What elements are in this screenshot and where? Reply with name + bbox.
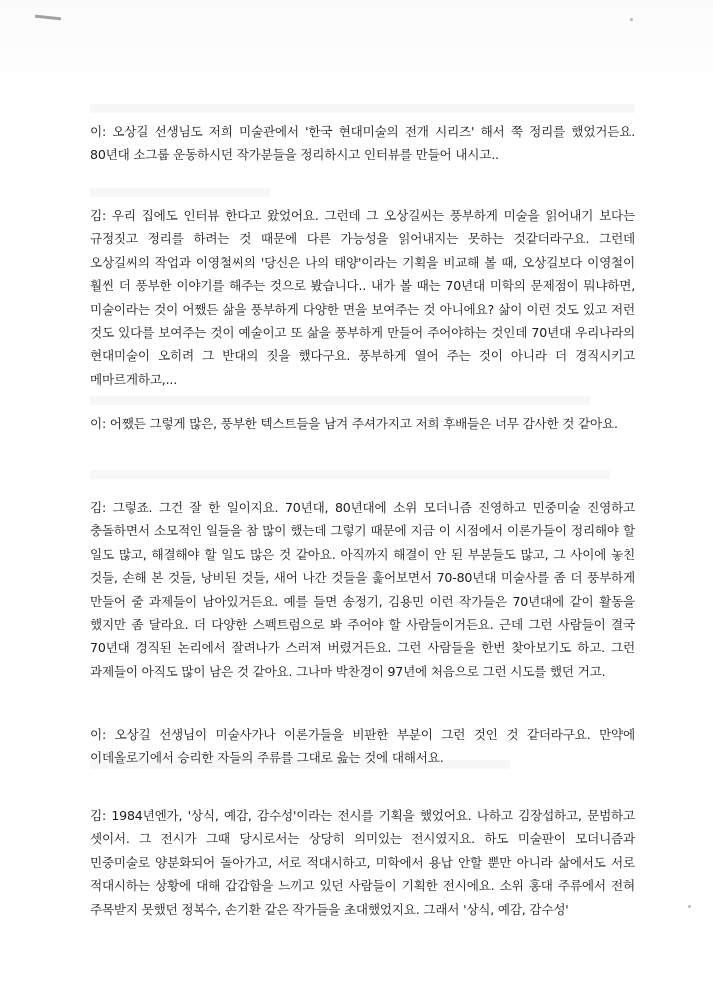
- scan-speck: [688, 905, 691, 908]
- transcript-paragraph-3: 이: 어쨌든 그렇게 많은, 풍부한 텍스트들을 남겨 주셔가지고 저희 후배들은 너무 감사한 것 같아요.: [90, 416, 618, 431]
- scan-mark: [35, 15, 61, 21]
- scan-speck: [630, 18, 633, 21]
- transcript-paragraph-6: 김: 1984년엔가, '상식, 예감, 감수성'이라는 전시를 기획을 했었어요. 나하고 김장섭하고, 문범하고 셋이서. 그 전시가 그때 당시로서는 상당히 의미있는 전시였지요. 하도 미술판이 모더니즘과 민중미술로 양분화되어 돌아가고, 서로 적대시하고, 미학에서 용납 안할 뿐만 아니라 삶에서도 서로 적대시하는 상황에 대해 갑갑함을 느끼고 있던 사람들이 기획한 전시에요. 소위 홍대 주류에서 전혀 주목받지 못했던 정복수, 손기환 같은 작가들을 초대했었지요. 그래서 '상식, 예감, 감수성': [90, 808, 635, 917]
- transcript-paragraph-4: 김: 그렇죠. 그건 잘 한 일이지요. 70년대, 80년대에 소위 모더니즘 진영하고 민중미술 진영하고 충돌하면서 소모적인 일들을 참 많이 했는데 그렇기 때문에 지금 이 시점에서 이론가들이 정리해야 할 일도 많고, 해결해야 할 일도 많은 것 같아요. 아직까지 해결이 안 된 부분들도 많고, 그 사이에 놓친 것들, 손해 본 것들, 낭비된 것들, 새어 나간 것들을 훑어보면서 70-80년대 미술사를 좀 더 풍부하게 만들어 줄 과제들이 남아있거든요. 예를 들면 송정기, 김용민 이런 작가들은 70년대에 같이 활동을 했지만 좀 달라요. 더 다양한 스펙트럼으로 봐 주어야 할 사람들이거든요. 근데 그런 사람들이 결국 70년대 경직된 논리에서 잘려나가 스러져 버렸거든요. 그런 사람들을 한번 찾아보기도 하고. 그런 과제들이 아직도 많이 남은 것 같아요. 그나마 박찬경이 97년에 처음으로 그런 시도를 했던 거고.: [90, 500, 635, 679]
- bleed-through-line: [90, 396, 590, 405]
- transcript-paragraph-2: 김: 우리 집에도 인터뷰 한다고 왔었어요. 그런데 그 오상길씨는 풍부하게 미술을 읽어내기 보다는 규정짓고 정리를 하려는 것 때문에 다른 가능성을 읽어내지는 못하는 것같더라구요. 그런데 오상길씨의 작업과 이영철씨의 '당신은 나의 태양'이라는 기획을 비교해 볼 때, 오상길보다 이영철이 훨씬 더 풍부한 이야기를 해주는 것으로 봤습니다.. 내가 볼 때는 70년대 미학의 문제점이 뭐냐하면, 미술이라는 것이 어쨌든 삶을 풍부하게 다양한 면을 보여주는 것 아니에요? 삶이 이런 것도 있고 저런 것도 있다를 보여주는 것이 예술이고 또 삶을 풍부하게 만들어 주어야하는 것인데 70년대 우리나라의 현대미술이 오히려 그 반대의 짓을 했다구요. 풍부하게 열어 주는 것이 아니라 더 경직시키고 메마르게하고,...: [90, 208, 635, 387]
- transcript-paragraph-1: 이: 오상길 선생님도 저희 미술관에서 '한국 현대미술의 전개 시리즈' 해서 쭉 정리를 했었거든요. 80년대 소그룹 운동하시던 작가분들을 정리하시고 인터뷰를 만들어 내시고..: [90, 124, 635, 163]
- bleed-through-line: [90, 104, 635, 113]
- transcript-paragraph-5: 이: 오상길 선생님이 미술사가나 이론가들을 비판한 부분이 그런 것인 것 같더라구요. 만약에 이데올로기에서 승리한 자들의 주류를 그대로 읊는 것에 대해서요.: [90, 727, 635, 766]
- bleed-through-line: [90, 188, 270, 197]
- bleed-through-line: [90, 470, 610, 479]
